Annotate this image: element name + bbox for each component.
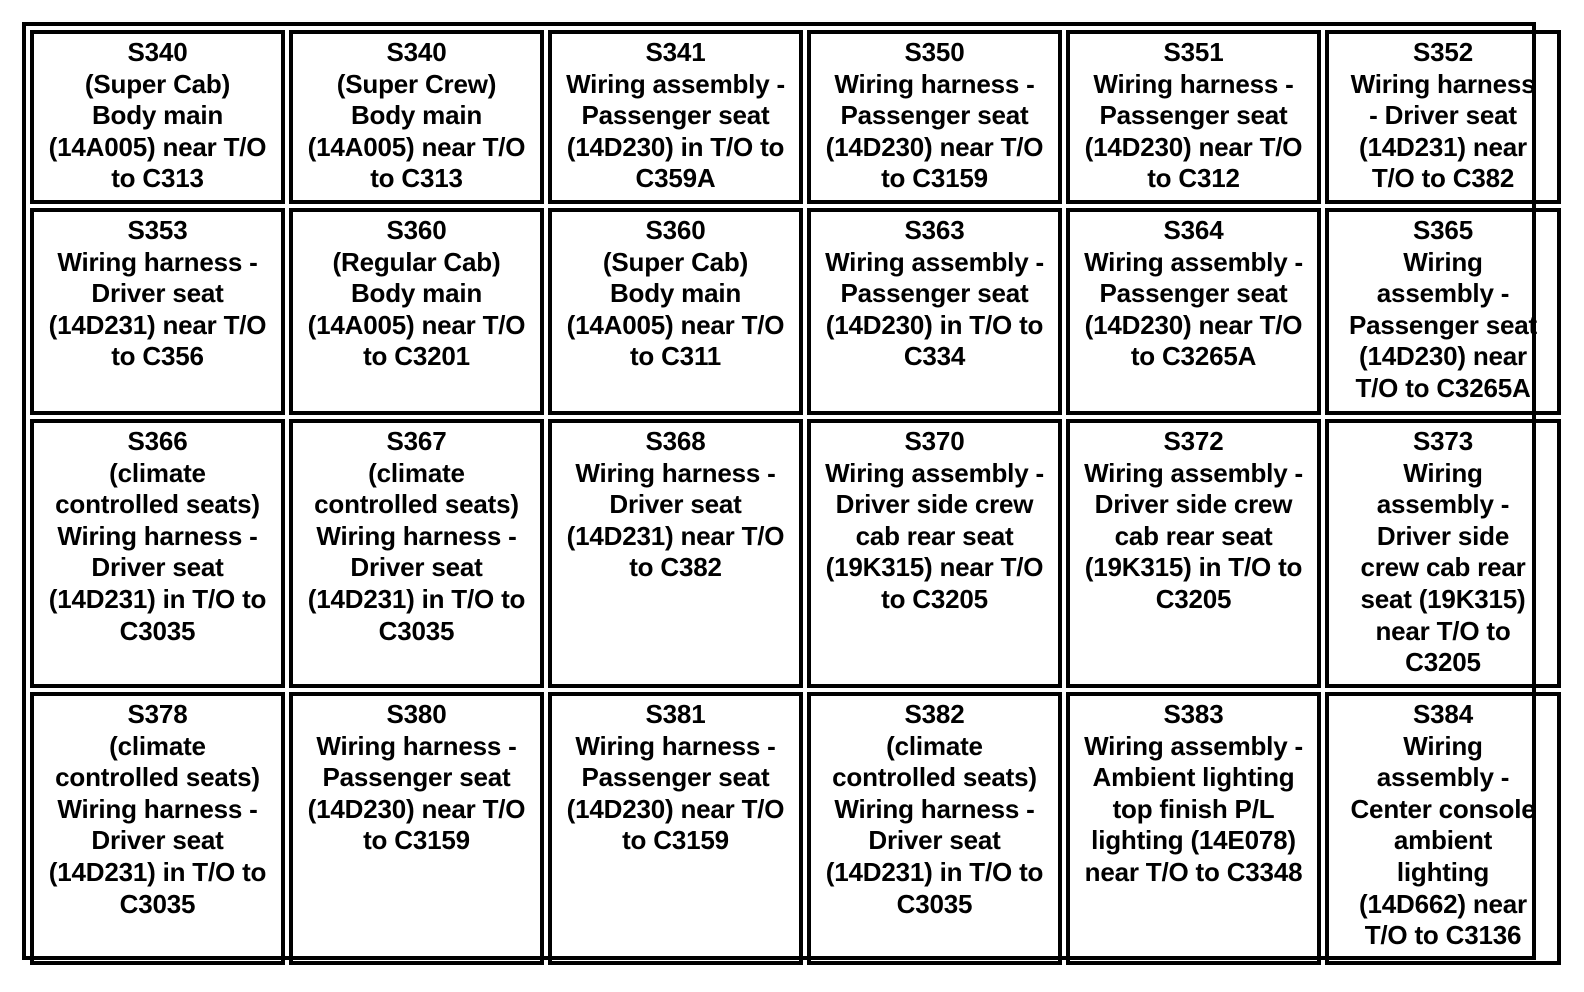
splice-cell-s365 [1325,208,1561,415]
splice-cell-text: S351 Wiring harness - Passenger seat (14D230) near T/O to C312 [1084,37,1303,194]
splice-cell-s383 [1066,692,1321,965]
splice-cell-text: S383 Wiring assembly - Ambient lighting top finish P/L lighting (14E078) near T/O to C3348 [1084,699,1303,887]
splice-cell-s368 [548,419,803,688]
splice-cell-text: S353 Wiring harness - Driver seat (14D231) near T/O to C356 [48,215,267,372]
splice-cell-s340-super-cab [30,30,285,204]
splice-cell-s381 [548,692,803,965]
splice-cell-text: S365 Wiring assembly - Passenger seat (14D230) near T/O to C3265A [1349,215,1537,403]
splice-cell-text: S367 (climate controlled seats) Wiring harness - Driver seat (14D231) in T/O to C3035 [307,426,526,646]
splice-cell-s380 [289,692,544,965]
splice-cell-text: S381 Wiring harness - Passenger seat (14D230) near T/O to C3159 [566,699,785,856]
splice-cell-text: S352 Wiring harness - Driver seat (14D231) near T/O to C382 [1350,37,1536,194]
splice-cell-text: S350 Wiring harness - Passenger seat (14D230) near T/O to C3159 [825,37,1044,194]
splice-cell-s372 [1066,419,1321,688]
splice-cell-text: S340 (Super Cab) Body main (14A005) near T/O to C313 [48,37,267,194]
splice-cell-s378 [30,692,285,965]
splice-cell-s352 [1325,30,1561,204]
splice-cell-s360-regular-cab [289,208,544,415]
splice-table [22,22,1536,960]
splice-cell-s363 [807,208,1062,415]
splice-cell-s370 [807,419,1062,688]
splice-cell-text: S341 Wiring assembly - Passenger seat (14D230) in T/O to C359A [566,37,785,194]
splice-cell-text: S380 Wiring harness - Passenger seat (14D230) near T/O to C3159 [307,699,526,856]
splice-cell-s360-super-cab [548,208,803,415]
splice-cell-s366 [30,419,285,688]
splice-cell-s341 [548,30,803,204]
splice-cell-s384 [1325,692,1561,965]
splice-cell-text: S368 Wiring harness - Driver seat (14D231) near T/O to C382 [566,426,785,583]
splice-cell-text: S382 (climate controlled seats) Wiring harness - Driver seat (14D231) in T/O to C3035 [825,699,1044,919]
splice-cell-text: S384 Wiring assembly - Center console ambient lighting (14D662) near T/O to C3136 [1350,699,1536,951]
splice-cell-text: S360 (Regular Cab) Body main (14A005) near T/O to C3201 [307,215,526,372]
splice-cell-s340-super-crew [289,30,544,204]
splice-cell-text: S340 (Super Crew) Body main (14A005) near T/O to C313 [307,37,526,194]
splice-cell-s382 [807,692,1062,965]
splice-cell-text: S363 Wiring assembly - Passenger seat (14D230) in T/O to C334 [825,215,1044,372]
splice-cell-text: S373 Wiring assembly - Driver side crew cab rear seat (19K315) near T/O to C3205 [1360,426,1526,678]
splice-cell-s367 [289,419,544,688]
splice-cell-s350 [807,30,1062,204]
splice-cell-s351 [1066,30,1321,204]
splice-cell-s353 [30,208,285,415]
splice-cell-text: S360 (Super Cab) Body main (14A005) near T/O to C311 [566,215,785,372]
splice-cell-text: S378 (climate controlled seats) Wiring harness - Driver seat (14D231) in T/O to C3035 [48,699,267,919]
splice-cell-text: S364 Wiring assembly - Passenger seat (14D230) near T/O to C3265A [1084,215,1303,372]
splice-cell-text: S370 Wiring assembly - Driver side crew cab rear seat (19K315) near T/O to C3205 [825,426,1044,614]
splice-cell-text: S372 Wiring assembly - Driver side crew cab rear seat (19K315) in T/O to C3205 [1084,426,1303,614]
splice-cell-s364 [1066,208,1321,415]
splice-cell-text: S366 (climate controlled seats) Wiring harness - Driver seat (14D231) in T/O to C3035 [48,426,267,646]
splice-cell-s373 [1325,419,1561,688]
